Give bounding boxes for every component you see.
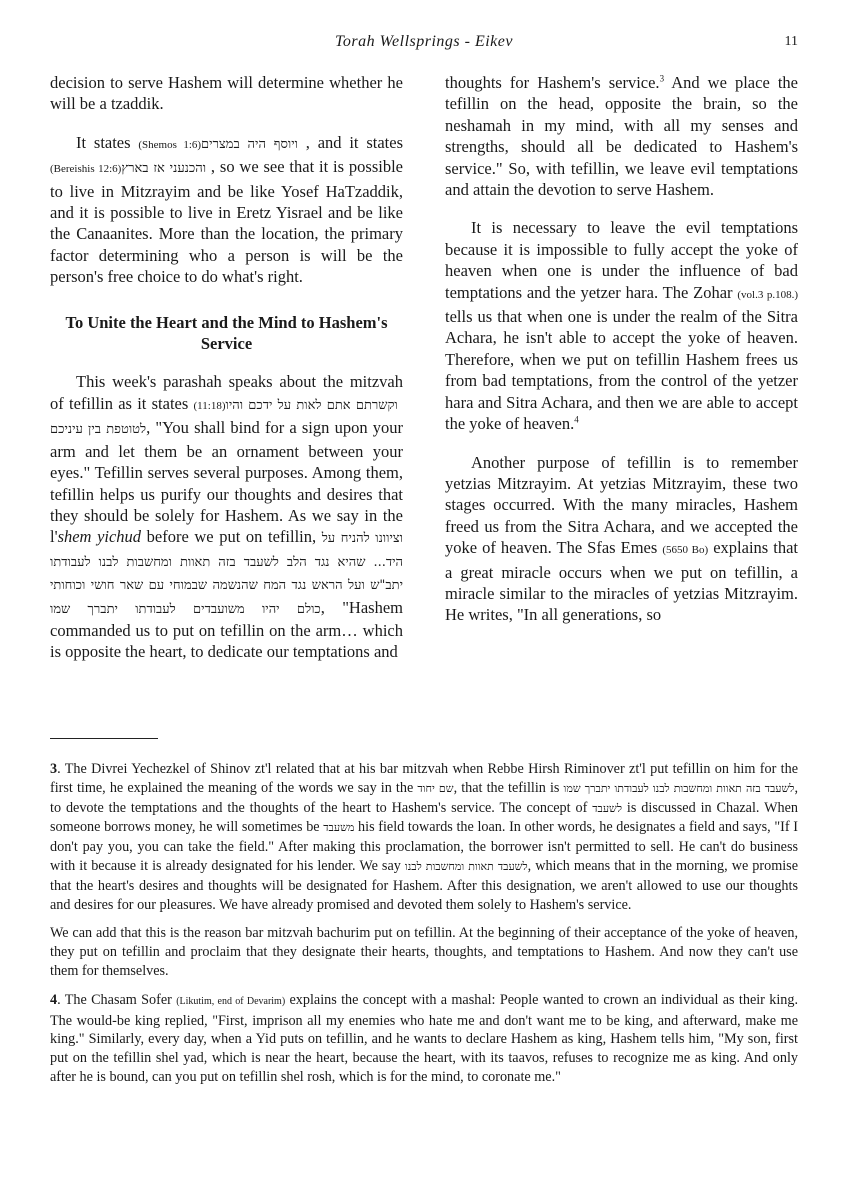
hebrew-quote: וציוונו להניח על היד... שהיא נגד הלב לשעבד בזה תאוות ומחשבות לבנו לעבודתו יתב"ש ועל הראש נגד המח שהנשמה שבמוחי עם שאר חושי וכוחותי כולם יהיו משועבדים לעבודתו יתברך שמו	[50, 531, 404, 617]
text: tells us that when one is under the realm of the Sitra Achara, he isn't able to accept the yoke of heaven. Therefore, when we put on tefillin Hashem frees us from bad temptations, from the control of the yetzer hara and Sitra Achara, and then we are able to accept the yoke of heaven.	[445, 307, 798, 434]
running-title: Torah Wellsprings - Eikev	[335, 33, 513, 50]
text: his field towards the loan. In other words, he designates a field and says, "If I don't pay you, you can take the field." After making this proclamation, the borrower isn't permitted to sell. He can't do business with it because it is already designated for his lender. We say	[50, 819, 798, 874]
section-heading: To Unite the Heart and the Mind to Hashem's Service	[65, 312, 388, 354]
paragraph: decision to serve Hashem will determine whether he will be a tzaddik.	[50, 73, 403, 114]
text: It states	[76, 132, 139, 152]
paragraph	[445, 217, 798, 434]
hebrew-quote: שם יחוד	[417, 781, 454, 795]
hebrew-quote: והכנעני אז בארץ	[121, 161, 211, 177]
citation: (Bereishis 12:6)	[50, 163, 122, 176]
paragraph	[445, 72, 798, 200]
text: . The Divrei Yechezkel of Shinov zt'l related that at his bar mitzvah when Rebbe Hirsh Riminover zt'l put tefillin on him for the first time, he explained the meaning of the words we say in the	[50, 761, 798, 796]
hebrew-quote: ויוסף היה במצרים	[201, 136, 306, 152]
right-column	[445, 72, 798, 626]
left-column	[50, 72, 403, 663]
text: And we place the tefillin on the head, opposite the brain, so the neshamah in my mind, with all my senses and strengths, should all be dedicated to Hashem's service." So, with tefillin, we leave evil temptations and attain the devotion to serve Hashem.	[445, 73, 798, 200]
text: before we put on tefillin,	[141, 527, 322, 547]
text: , and it states	[305, 132, 403, 152]
footnote-divider	[50, 738, 158, 739]
footnote-number: 4	[50, 991, 58, 1008]
paragraph	[50, 132, 403, 288]
citation: (Shemos 1:6)	[138, 138, 202, 151]
citation: (5650 Bo)	[662, 544, 709, 557]
paragraph	[445, 452, 798, 626]
footnote-ref[interactable]: 4	[574, 414, 579, 425]
footnote	[50, 760, 798, 914]
hebrew-quote: לשעבד תאוות ומחשבות לבנו	[404, 859, 528, 873]
text: thoughts for Hashem's service.	[445, 73, 660, 92]
text: explains that a great miracle occurs when we put on tefillin, a miracle similar to the miracles of yetzias Mitzrayim. He writes, "In all generations, so	[445, 538, 798, 625]
citation: (Likutim, end of Devarim)	[176, 995, 286, 1007]
text: , "Hashem commanded us to put on tefillin on the arm… which is opposite the heart, to dedicate our temptations and	[50, 597, 404, 662]
footnote-number: 3	[50, 761, 58, 777]
text: , so we see that it is possible to live in Mitzrayim and be like Yosef HaTzaddik, and it is possible to live in Eretz Yisrael and be like the Canaanites. More than the location, the primary factor determining who a person is will be the person's free choice to do what's right.	[50, 157, 403, 287]
text: explains the concept with a mashal: People wanted to crown an individual as their king. The would-be king replied, "First, imprison all my enemies who hate me and don't want me to be king, and afterward, make me king." Similarly, every day, when a Yid puts on tefillin, and he wants to declare Hashem as king, Hashem tells him, "My son, first put on the tefillin shel yad, which is near the heart, because the heart, with its taavos, refuses to recognize me as king. And only after he is bound, can you put on tefillin shel rosh, which is for the mind, to coronate me."	[50, 991, 798, 1085]
text: This week's parashah speaks about the mitzvah of tefillin as it states	[50, 372, 403, 413]
hebrew-quote: וקשרתם אתם לאות על ידכם והיו לטוטפת בין עיניכם	[50, 397, 403, 438]
text: , that the tefillin is	[453, 779, 564, 796]
text: . The Chasam Sofer	[57, 991, 177, 1008]
text: , which means that in the morning, we promise that the heart's desires and thoughts will be designated for Hashem. After this designation, we aren't allowed to use our thoughts and desires for our pleasures. We have already promised and devoted them solely to Hashem's service.	[50, 857, 798, 913]
text: , "You shall bind for a sign upon your arm and let them be an ornament between your eyes." Tefillin serves several purposes. Among them, tefillin helps us purify our thoughts and desires that they should be solely for Hashem. As we say in the l'	[50, 418, 403, 547]
text: Another purpose of tefillin is to remember yetzias Mitzrayim. At yetzias Mitzrayim, these two stages occurred. With the many miracles, Hashem freed us from the Sitra Achara, and we accepted the yoke of heaven. The Sfas Emes	[445, 452, 798, 558]
page-header	[50, 33, 798, 55]
hebrew-quote: משעבד	[323, 821, 355, 835]
hebrew-quote: לשעבד בזה תאוות ומחשבות לבנו לעבודתו יתברך שמו	[563, 781, 795, 795]
footnote-ref[interactable]: 3	[659, 73, 665, 84]
text: is discussed in Chazal. When someone borrows money, he will sometimes be	[50, 799, 798, 836]
hebrew-quote: לשעבד	[592, 801, 622, 815]
text: It is necessary to leave the evil temptations because it is impossible to fully accept the yoke of heaven when one is under the influence of bad temptations and the yetzer hara. The Zohar	[445, 218, 798, 302]
citation: (vol.3 p.108.)	[737, 288, 798, 301]
text: , to devote the temptations and the thoughts of the heart to Hashem's service. The concept of	[50, 779, 798, 816]
footnote: We can add that this is the reason bar mitzvah bachurim put on tefillin. At the beginning of their acceptance of the yoke of heaven, they put on tefillin and proclaim that they designate their hearts, thoughts, and temptations to Hashem. And now they can't use them for themselves.	[50, 925, 798, 979]
citation: (11:18)	[193, 399, 226, 412]
footnote	[50, 991, 798, 1087]
footnotes	[50, 760, 798, 1087]
italic-term: shem yichud	[57, 527, 142, 547]
page-number: 11	[784, 34, 798, 49]
paragraph	[50, 371, 403, 662]
